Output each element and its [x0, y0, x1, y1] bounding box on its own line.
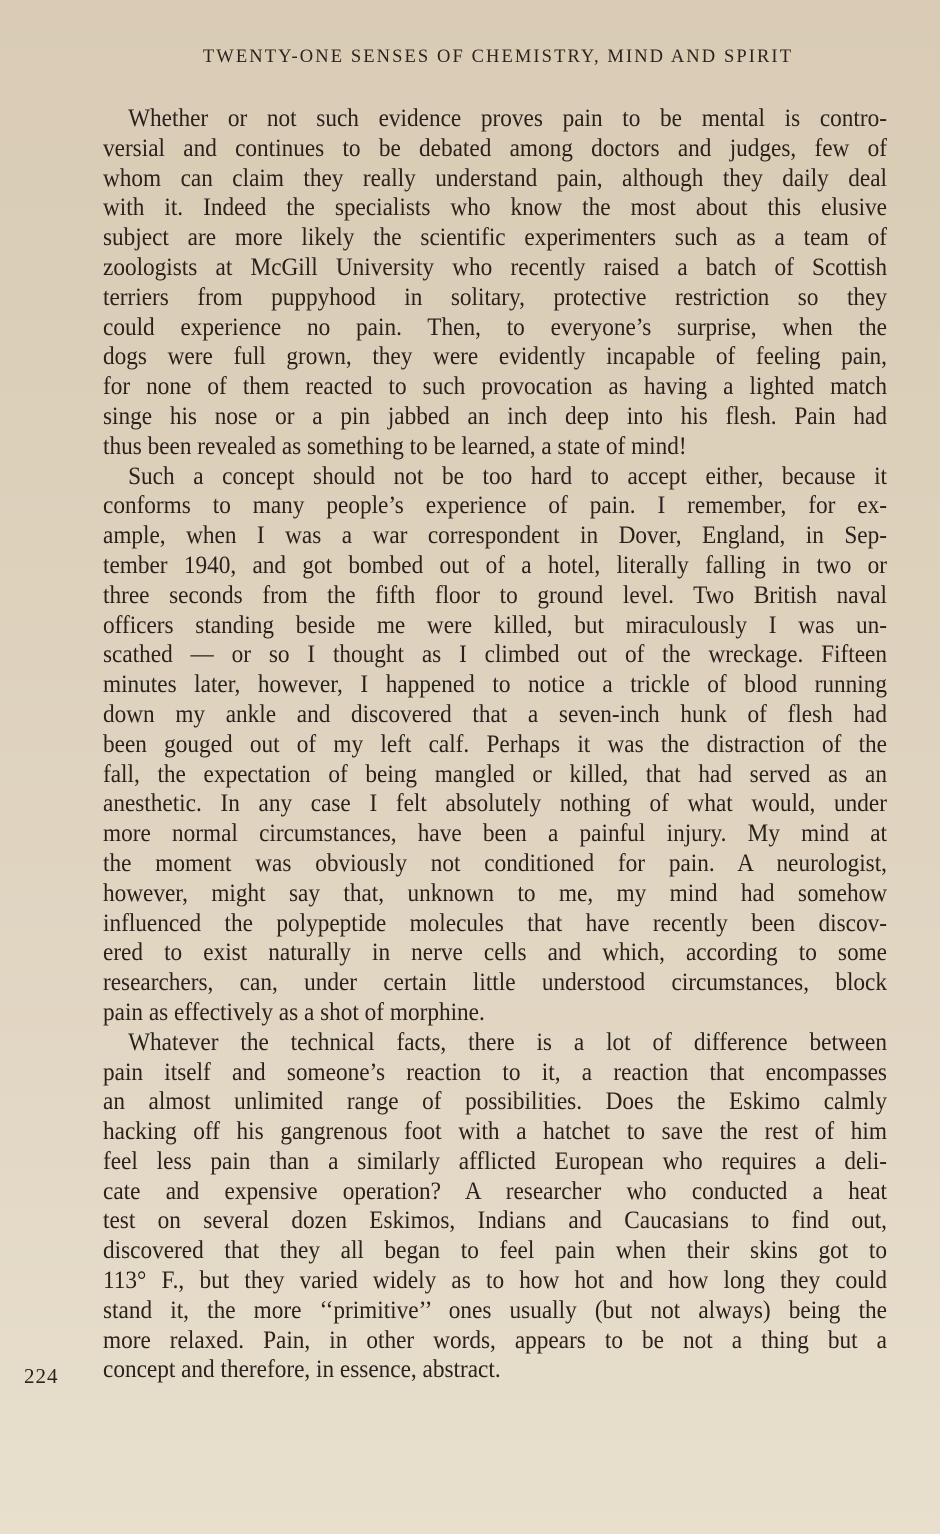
text-line: ample, when I was a war correspondent in Dover, England, in Sep- — [103, 522, 887, 550]
text-line: thus been revealed as something to be learned, a state of mind! — [103, 432, 687, 460]
text-line: whom can claim they really understand pain, although they daily deal — [103, 164, 887, 192]
text-line: test on several dozen Eskimos, Indians and Caucasians to find out, — [103, 1207, 887, 1235]
text-line: anesthetic. In any case I felt absolutely nothing of what would, under — [103, 790, 887, 818]
text-line: hacking off his gangrenous foot with a hatchet to save the rest of him — [103, 1118, 887, 1146]
text-line: zoologists at McGill University who recently raised a batch of Scottish — [103, 253, 887, 281]
text-line: minutes later, however, I happened to notice a trickle of blood running — [103, 671, 887, 699]
text-line: scathed — or so I thought as I climbed out of the wreckage. Fifteen — [103, 641, 887, 669]
body-text — [103, 104, 887, 1385]
text-line: however, might say that, unknown to me, my mind had somehow — [103, 879, 887, 907]
text-line: stand it, the more ‘‘primitive’’ ones usually (but not always) being the — [103, 1296, 887, 1324]
text-line: influenced the polypeptide molecules that have recently been discov- — [103, 909, 887, 937]
text-line: Such a concept should not be too hard to accept either, because it — [128, 462, 887, 490]
text-line: researchers, can, under certain little understood circumstances, block — [103, 969, 887, 997]
text-line: down my ankle and discovered that a seven-inch hunk of flesh had — [103, 700, 887, 728]
text-line: terriers from puppyhood in solitary, protective restriction so they — [103, 283, 887, 311]
paragraph-2 — [103, 462, 887, 1028]
text-line: the moment was obviously not conditioned for pain. A neurologist, — [103, 849, 887, 877]
text-line: dogs were full grown, they were evidently incapable of feeling pain, — [103, 343, 887, 371]
text-line: with it. Indeed the specialists who know the most about this elusive — [103, 194, 887, 222]
text-line: 113° F., but they varied widely as to how hot and how long they could — [103, 1267, 887, 1295]
text-line: discovered that they all began to feel pain when their skins got to — [103, 1237, 887, 1265]
text-line: could experience no pain. Then, to everyone’s surprise, when the — [103, 313, 887, 341]
text-line: for none of them reacted to such provocation as having a lighted match — [103, 373, 887, 401]
text-line: subject are more likely the scientific experimenters such as a team of — [103, 224, 887, 252]
page-number: 224 — [24, 1364, 59, 1388]
paragraph-1 — [103, 104, 887, 462]
text-line: fall, the expectation of being mangled or killed, that had served as an — [103, 760, 887, 788]
text-line: officers standing beside me were killed, but miraculously I was un- — [103, 611, 887, 639]
text-line: more normal circumstances, have been a painful injury. My mind at — [103, 820, 887, 848]
text-line: been gouged out of my left calf. Perhaps it was the distraction of the — [103, 730, 887, 758]
text-line: pain as effectively as a shot of morphine. — [103, 998, 485, 1026]
text-line: versial and continues to be debated among doctors and judges, few of — [103, 134, 887, 162]
text-line: conforms to many people’s experience of pain. I remember, for ex- — [103, 492, 887, 520]
paragraph-3 — [103, 1028, 887, 1386]
text-line: concept and therefore, in essence, abstract. — [103, 1356, 501, 1384]
text-line: cate and expensive operation? A researcher who conducted a heat — [103, 1177, 887, 1205]
text-line: pain itself and someone’s reaction to it, a reaction that encompasses — [103, 1058, 887, 1086]
text-line: Whether or not such evidence proves pain to be mental is contro- — [128, 105, 887, 132]
running-header: TWENTY-ONE SENSES OF CHEMISTRY, MIND AND SPIRIT — [202, 47, 794, 67]
text-line: feel less pain than a similarly afflicted European who requires a deli- — [103, 1147, 887, 1175]
text-line: an almost unlimited range of possibilities. Does the Eskimo calmly — [103, 1088, 887, 1116]
text-line: tember 1940, and got bombed out of a hotel, literally falling in two or — [103, 551, 887, 579]
text-line: Whatever the technical facts, there is a lot of difference between — [128, 1028, 887, 1056]
text-line: singe his nose or a pin jabbed an inch deep into his flesh. Pain had — [103, 402, 887, 430]
text-line: more relaxed. Pain, in other words, appears to be not a thing but a — [103, 1326, 887, 1354]
text-line: three seconds from the fifth floor to ground level. Two British naval — [103, 581, 887, 609]
text-line: ered to exist naturally in nerve cells and which, according to some — [103, 939, 887, 967]
